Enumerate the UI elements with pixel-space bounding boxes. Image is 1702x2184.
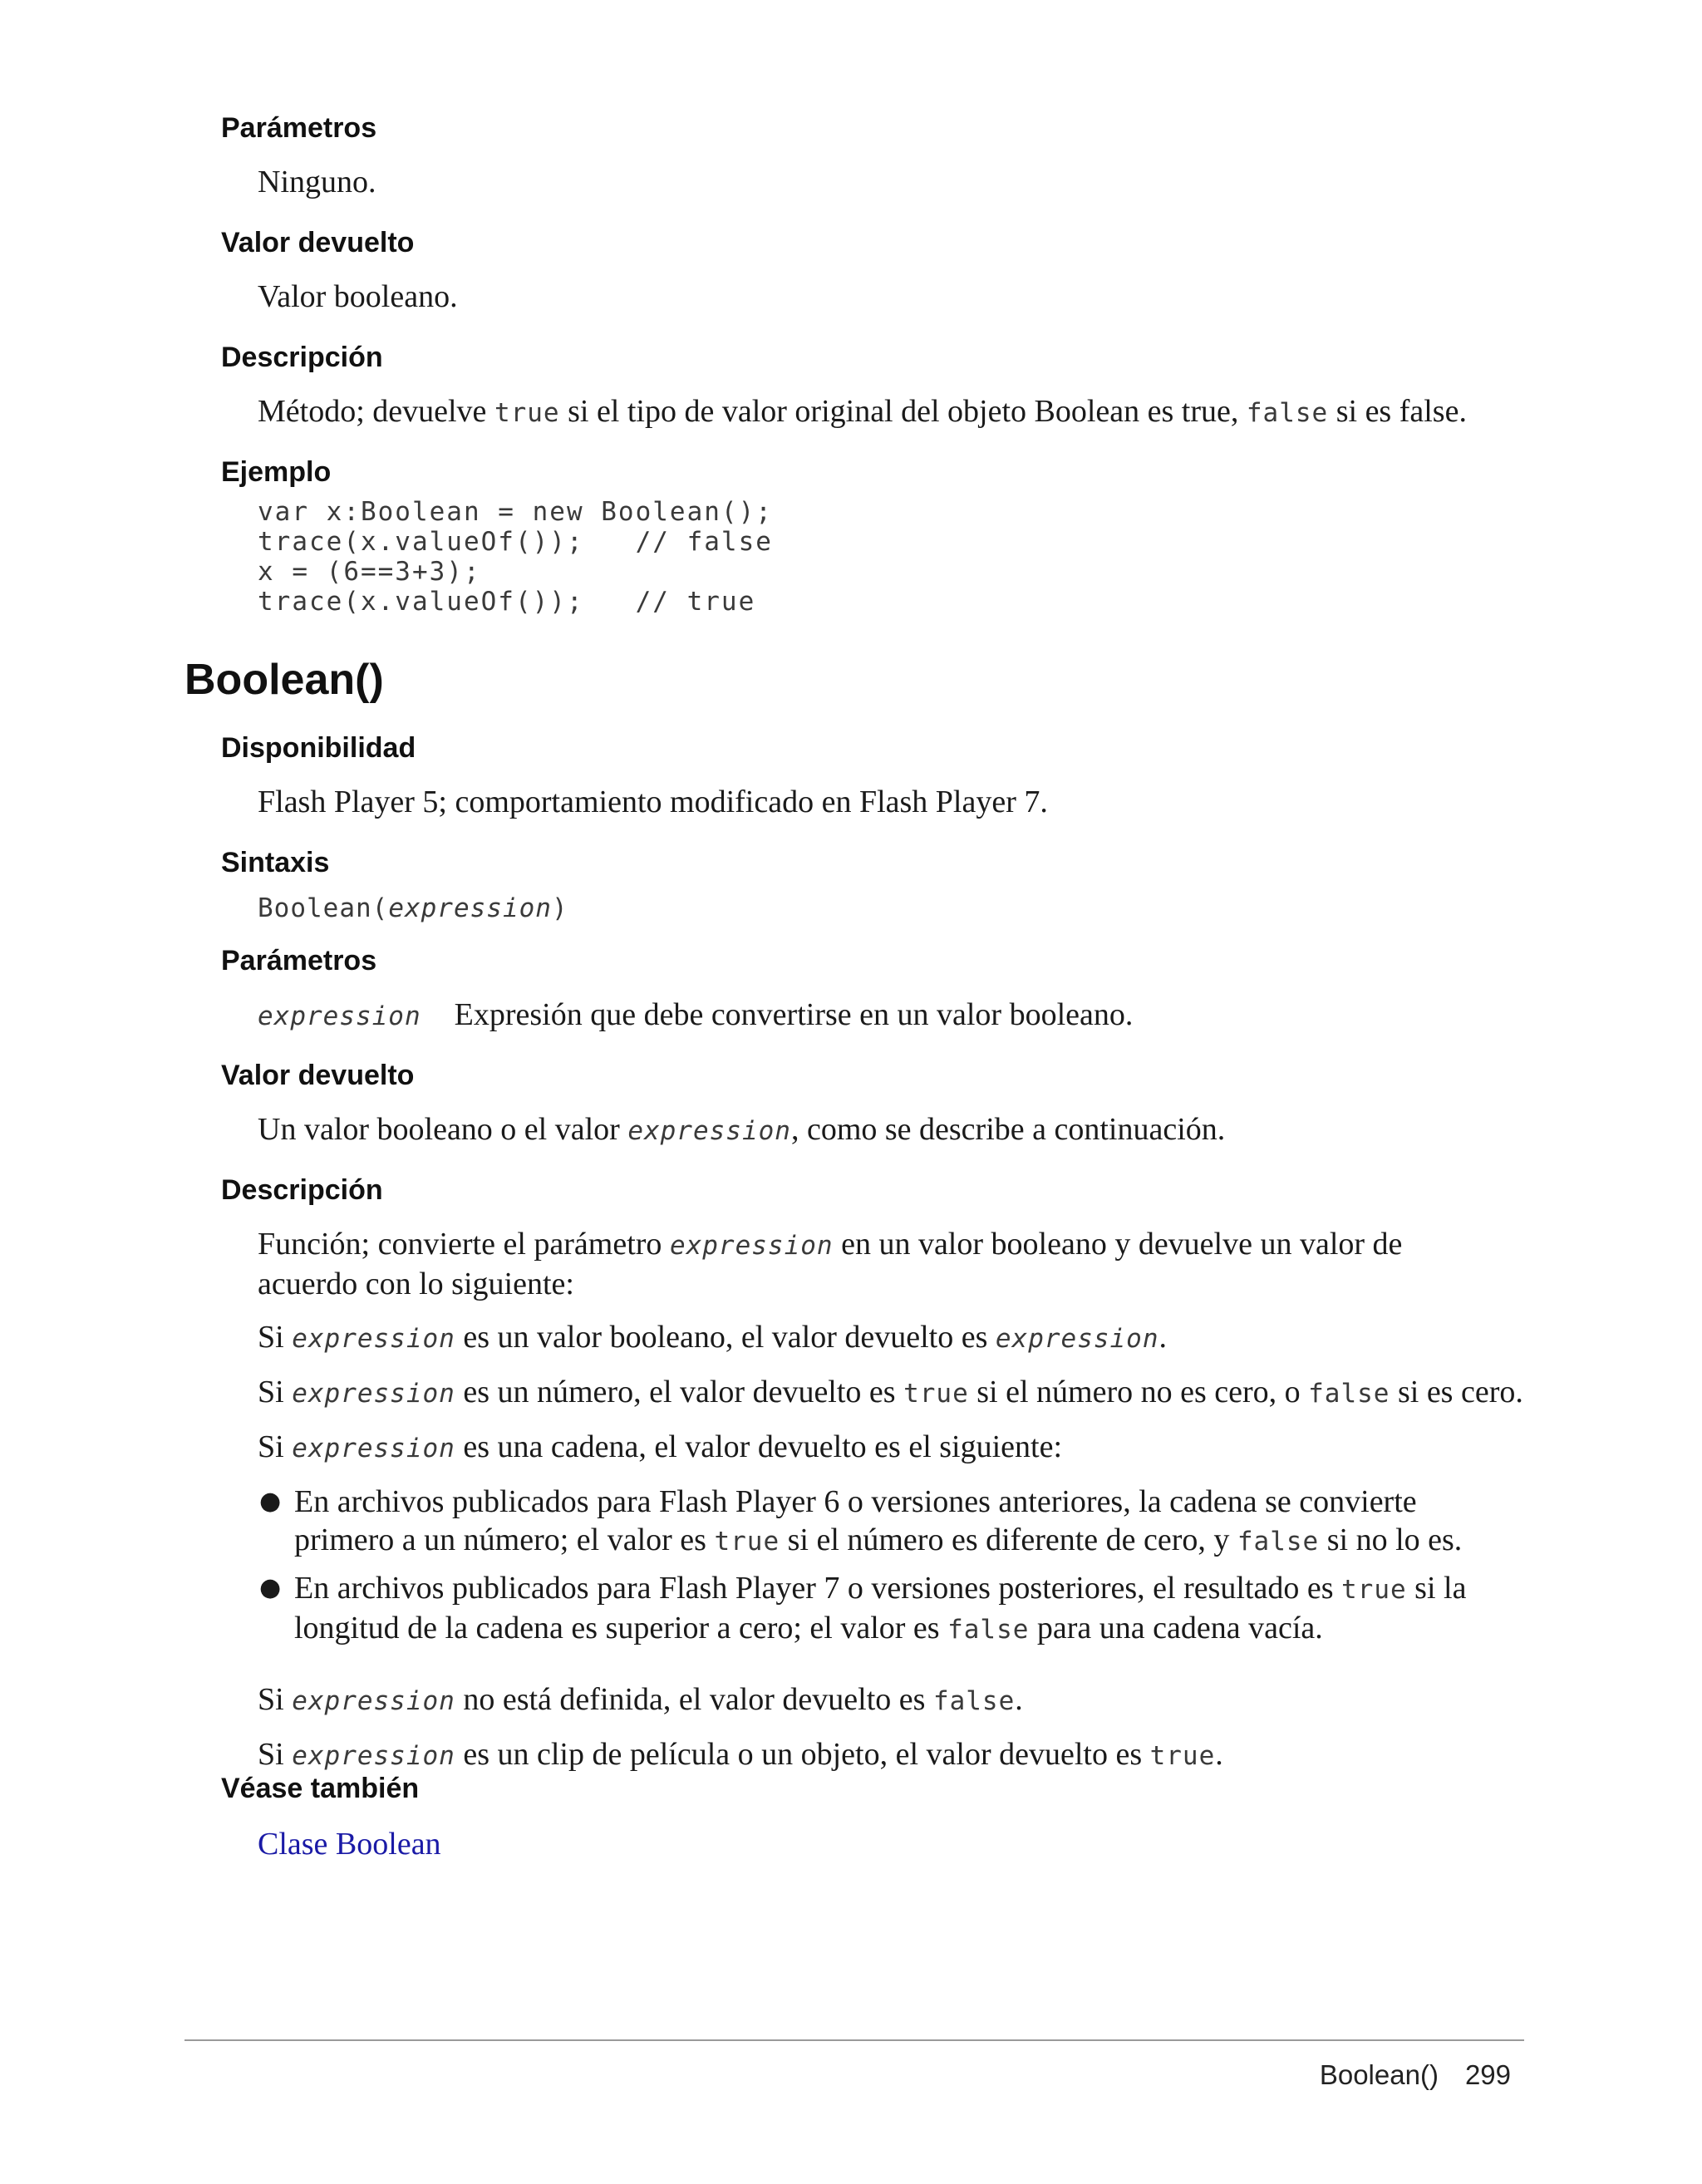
section-title: Boolean()	[184, 656, 384, 704]
description-heading: Descripción	[221, 342, 383, 373]
code-false: false	[1246, 398, 1329, 428]
syntax-text: Boolean(expression)	[258, 893, 568, 923]
description-intro: Función; convierte el parámetro expression en un valor booleano y devuelve un valor de acuerdo con lo siguiente:	[258, 1227, 1403, 1301]
example-heading: Ejemplo	[221, 456, 332, 488]
rule-string: Si expression es una cadena, el valor devuelto es el siguiente:	[258, 1429, 1063, 1464]
example-code-block: var x:Boolean = new Boolean(); trace(x.valueOf()); // false x = (6==3+3); trace(x.valueOf()); // true	[258, 497, 773, 617]
params-heading-2: Parámetros	[221, 945, 377, 976]
list-item: ● En archivos publicados para Flash Player 7 o versiones posteriores, el resultado es true si la longitud de la cadena es superior a cero; el valor es false para una cadena vacía.	[259, 1571, 1467, 1645]
params-text: Ninguno.	[258, 165, 376, 199]
param-row	[258, 996, 1537, 1035]
params-heading: Parámetros	[221, 112, 377, 144]
syntax-heading: Sintaxis	[221, 847, 330, 878]
bullet-icon: ●	[259, 1487, 282, 1516]
rule-undefined: Si expression no está definida, el valor devuelto es false.	[258, 1682, 1023, 1717]
rule-boolean: Si expression es un valor booleano, el valor devuelto es expression.	[258, 1320, 1168, 1355]
description-text: Método; devuelve true si el tipo de valor original del objeto Boolean es true, false si es false.	[258, 394, 1467, 429]
footer-section-name: Boolean()	[1319, 2059, 1439, 2090]
list-item: ● En archivos publicados para Flash Player 6 o versiones anteriores, la cadena se convierte primero a un número; el valor es true si el número es diferente de cero, y false si no lo es.	[259, 1484, 1463, 1557]
boolean-class-link[interactable]: Clase Boolean	[258, 1827, 441, 1862]
rule-number: Si expression es un número, el valor devuelto es true si el número no es cero, o false si es cero.	[258, 1375, 1523, 1409]
param-description: Expresión que debe convertirse en un valor booleano.	[454, 997, 1134, 1032]
bullet-icon: ●	[259, 1573, 282, 1602]
page-footer	[1320, 2059, 1511, 2091]
availability-heading: Disponibilidad	[221, 732, 416, 764]
code-true: true	[494, 398, 560, 428]
string-rules-list	[258, 1483, 1504, 1657]
description-heading-2: Descripción	[221, 1174, 383, 1206]
return-text-2: Un valor booleano o el valor expression, como se describe a continuación.	[258, 1112, 1226, 1147]
return-heading: Valor devuelto	[221, 227, 415, 258]
return-heading-2: Valor devuelto	[221, 1060, 415, 1091]
footer-divider	[184, 2039, 1524, 2041]
availability-text: Flash Player 5; comportamiento modificado en Flash Player 7.	[258, 785, 1048, 819]
param-name: expression	[258, 1001, 421, 1031]
page-number: 299	[1464, 2059, 1511, 2090]
see-also-heading: Véase también	[221, 1773, 420, 1804]
rule-object: Si expression es un clip de película o un objeto, el valor devuelto es true.	[258, 1737, 1223, 1772]
return-text: Valor booleano.	[258, 279, 458, 314]
see-also-text	[258, 1825, 1537, 1863]
